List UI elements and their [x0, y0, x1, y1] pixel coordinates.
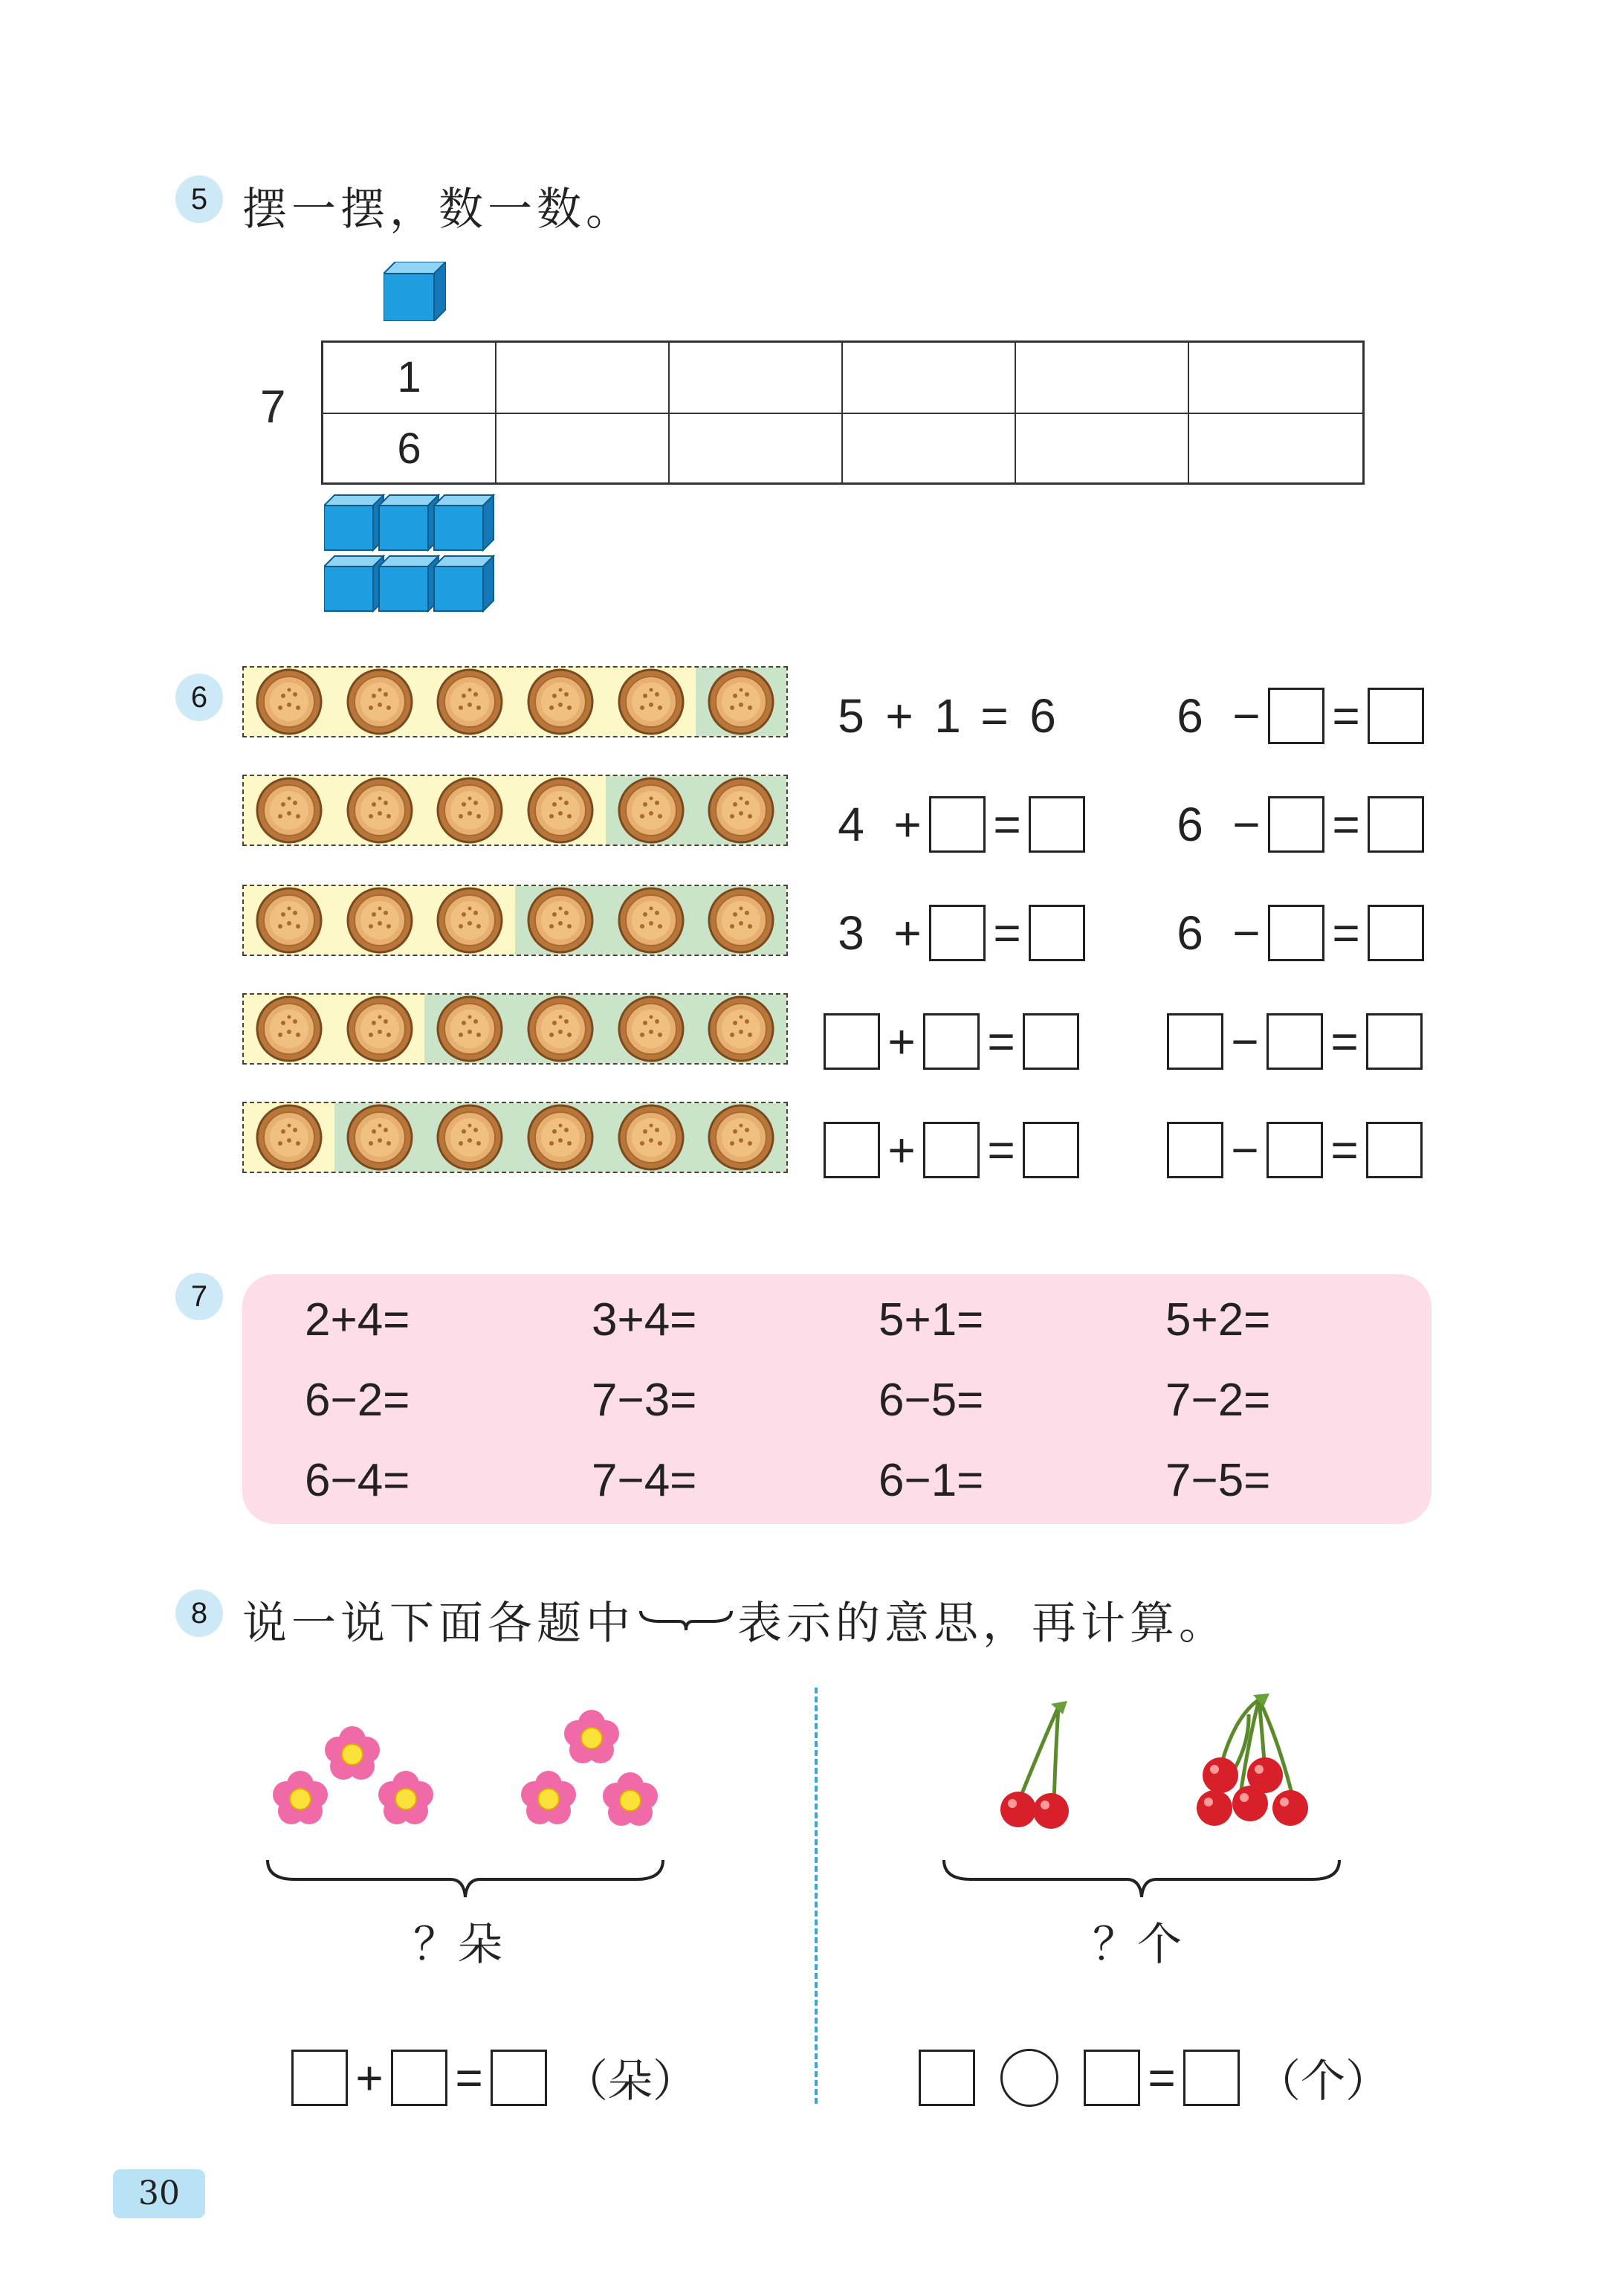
equals-sign: =	[1332, 798, 1360, 851]
left-question-label: ？朵	[413, 1919, 502, 1971]
answer-box[interactable]	[1029, 796, 1085, 853]
question-5-badge: 5	[175, 175, 223, 223]
cookie-icon	[707, 668, 775, 736]
cookie-icon	[617, 668, 685, 736]
practice-problem[interactable]: 5+1=	[879, 1294, 984, 1346]
flowers-icon	[253, 1702, 743, 1851]
practice-problem[interactable]: 7−4=	[592, 1455, 697, 1506]
cookie-icon	[436, 776, 504, 845]
table-cell[interactable]	[1189, 343, 1362, 414]
answer-box[interactable]	[1023, 1122, 1079, 1178]
equals-sign: =	[980, 689, 1009, 743]
unit-label: （朵）	[563, 2056, 697, 2108]
addition-equation-1	[834, 682, 1061, 749]
cookie-cell-yellow	[244, 995, 334, 1063]
unit-label: （个）	[1256, 2056, 1390, 2108]
cookie-icon	[526, 1103, 595, 1172]
cookie-cell-green	[696, 1103, 786, 1172]
cookie-cell-yellow	[424, 776, 515, 845]
equals-sign: =	[1148, 2051, 1176, 2105]
cookie-icon	[346, 776, 414, 845]
answer-box[interactable]	[1368, 688, 1424, 744]
cookie-strip	[242, 1102, 788, 1173]
cookie-cell-yellow	[424, 668, 515, 736]
subtraction-equation	[1173, 900, 1424, 966]
cookie-icon	[255, 668, 323, 736]
title-prefix: 说一说下面各题中	[242, 1598, 635, 1650]
equals-sign: =	[993, 798, 1021, 851]
cookie-cell-yellow	[244, 668, 334, 736]
answer-box[interactable]	[929, 796, 986, 853]
table-cell[interactable]	[670, 343, 843, 414]
subtraction-equation	[1173, 791, 1424, 858]
answer-box[interactable]	[1266, 1122, 1323, 1178]
cookie-icon	[526, 995, 595, 1063]
cookie-cell-yellow	[244, 886, 334, 955]
cookie-icon	[436, 886, 504, 955]
plus-sign: +	[885, 689, 913, 743]
answer-box[interactable]	[1268, 905, 1324, 961]
answer-box[interactable]	[491, 2050, 547, 2106]
minus-sign: −	[1232, 906, 1261, 960]
answer-box[interactable]	[1084, 2050, 1140, 2106]
cookie-cell-yellow	[515, 668, 606, 736]
cookie-icon	[255, 995, 323, 1063]
subtraction-equation	[1167, 1117, 1423, 1184]
answer-box[interactable]	[919, 2050, 975, 2106]
table-cell[interactable]	[1016, 343, 1189, 414]
cookie-cell-yellow	[244, 776, 334, 845]
cookie-icon	[707, 886, 775, 955]
equals-sign: =	[1330, 1015, 1359, 1068]
cookie-icon	[707, 1103, 775, 1172]
table-cell[interactable]	[843, 343, 1016, 414]
table-cell[interactable]	[1016, 414, 1189, 484]
plus-sign: +	[887, 1123, 916, 1177]
addition-equation	[824, 1117, 1079, 1184]
cookie-cell-green	[515, 995, 606, 1063]
minuend: 6	[1177, 906, 1203, 960]
cookie-icon	[707, 776, 775, 845]
minuend: 6	[1177, 689, 1203, 743]
answer-box[interactable]	[1268, 796, 1324, 853]
equals-sign: =	[987, 1015, 1015, 1068]
subtraction-equation	[1173, 682, 1424, 749]
minuend: 6	[1177, 798, 1203, 851]
cookie-cell-yellow	[334, 995, 425, 1063]
decomposition-table	[321, 340, 1365, 485]
cookie-cell-green	[334, 1103, 425, 1172]
answer-box[interactable]	[824, 1013, 880, 1070]
plus-sign: +	[893, 906, 922, 960]
practice-problem[interactable]: 3+4=	[592, 1294, 697, 1346]
cookie-cell-yellow	[334, 668, 425, 736]
cookie-icon	[526, 668, 595, 736]
cookie-icon	[255, 886, 323, 955]
question-8-badge: 8	[175, 1589, 223, 1637]
cookie-icon	[526, 886, 595, 955]
table-cell[interactable]	[1189, 414, 1362, 484]
practice-problem[interactable]: 6−4=	[305, 1455, 410, 1506]
operator-circle[interactable]	[1000, 2049, 1058, 2107]
equals-sign: =	[1330, 1123, 1359, 1177]
equals-sign: =	[1332, 689, 1360, 743]
right-question-label: ？个	[1093, 1919, 1182, 1971]
cookie-icon	[617, 995, 685, 1063]
question-6-badge: 6	[175, 674, 223, 721]
total-number: 7	[260, 381, 286, 433]
equals-sign: =	[987, 1123, 1015, 1177]
cookie-cell-green	[424, 995, 515, 1063]
addition-equation	[824, 1008, 1079, 1075]
practice-problem[interactable]: 7−2=	[1165, 1375, 1271, 1426]
cookie-cell-yellow	[334, 886, 425, 955]
cookie-strip	[242, 885, 788, 956]
cookie-icon	[255, 1103, 323, 1172]
answer-box[interactable]	[1266, 1013, 1323, 1070]
answer-box[interactable]	[929, 905, 986, 961]
right-brace-icon	[941, 1857, 1342, 1902]
answer-box[interactable]	[291, 2050, 348, 2106]
practice-problem[interactable]: 5+2=	[1165, 1294, 1271, 1346]
answer-box[interactable]	[1029, 905, 1085, 961]
cookie-cell-yellow	[334, 776, 425, 845]
cookie-strip	[242, 993, 788, 1065]
addend-a: 5	[838, 689, 864, 743]
minus-sign: −	[1232, 798, 1261, 851]
answer-box[interactable]	[1368, 796, 1424, 853]
cookie-cell-green	[515, 1103, 606, 1172]
answer-box[interactable]	[1366, 1013, 1423, 1070]
minus-sign: −	[1231, 1015, 1259, 1068]
practice-problem[interactable]: 7−5=	[1165, 1455, 1271, 1506]
cookie-cell-yellow	[515, 776, 606, 845]
table-cell[interactable]	[496, 414, 670, 484]
cookie-cell-green	[606, 776, 696, 845]
cookie-cell-green	[696, 886, 786, 955]
cookie-icon	[346, 1103, 414, 1172]
table-cell[interactable]	[496, 343, 670, 414]
cookie-icon	[346, 668, 414, 736]
cherries-icon	[959, 1688, 1345, 1836]
addition-equation	[834, 900, 1085, 966]
cookie-icon	[526, 776, 595, 845]
answer-box[interactable]	[923, 1122, 980, 1178]
practice-problem[interactable]: 6−2=	[305, 1375, 410, 1426]
cookie-icon	[436, 995, 504, 1063]
equals-sign: =	[993, 906, 1021, 960]
cookie-strip	[242, 666, 788, 737]
brace-symbol-icon	[638, 1605, 734, 1635]
cookie-icon	[255, 776, 323, 845]
cookie-cell-yellow	[606, 668, 696, 736]
sum: 6	[1029, 689, 1056, 743]
answer-box[interactable]	[1023, 1013, 1079, 1070]
table-cell[interactable]	[670, 414, 843, 484]
answer-box[interactable]	[1167, 1013, 1223, 1070]
plus-sign: +	[893, 798, 922, 851]
cookie-icon	[617, 886, 685, 955]
practice-problem[interactable]: 6−1=	[879, 1455, 984, 1506]
cookie-strip	[242, 775, 788, 846]
answer-box[interactable]	[1368, 905, 1424, 961]
cookie-cell-green	[424, 1103, 515, 1172]
addend-a: 3	[838, 906, 864, 960]
question-8-title	[242, 1588, 1228, 1652]
cookie-cell-green	[606, 995, 696, 1063]
left-brace-icon	[265, 1857, 666, 1902]
answer-box[interactable]	[1167, 1122, 1223, 1178]
subtraction-equation	[1167, 1008, 1423, 1075]
cookie-icon	[436, 668, 504, 736]
cookie-icon	[617, 1103, 685, 1172]
cookie-cell-green	[696, 668, 786, 736]
plus-sign: +	[887, 1015, 916, 1068]
answer-box[interactable]	[1268, 688, 1324, 744]
practice-problem[interactable]: 6−5=	[879, 1375, 984, 1426]
answer-box[interactable]	[824, 1122, 880, 1178]
title-suffix: 表示的意思，再计算。	[737, 1598, 1228, 1650]
equals-sign: =	[455, 2051, 483, 2105]
cookie-icon	[707, 995, 775, 1063]
cookie-icon	[436, 1103, 504, 1172]
section-divider	[815, 1688, 818, 2104]
question-7-badge: 7	[175, 1273, 223, 1320]
question-5-title: 摆一摆，数一数。	[242, 184, 635, 236]
practice-problem[interactable]: 7−3=	[592, 1375, 697, 1426]
cookie-icon	[617, 776, 685, 845]
minus-sign: −	[1232, 689, 1261, 743]
plus-sign: +	[355, 2051, 384, 2105]
answer-box[interactable]	[1183, 2050, 1240, 2106]
table-cell[interactable]: 6	[323, 414, 496, 484]
answer-box[interactable]	[923, 1013, 980, 1070]
cherry-equation	[919, 2044, 1390, 2111]
cookie-cell-green	[606, 1103, 696, 1172]
cookie-icon	[346, 995, 414, 1063]
cookie-cell-green	[606, 886, 696, 955]
addend-a: 4	[838, 798, 864, 851]
page-number: 30	[113, 2169, 205, 2218]
table-cell[interactable]	[843, 414, 1016, 484]
equals-sign: =	[1332, 906, 1360, 960]
answer-box[interactable]	[1366, 1122, 1423, 1178]
cookie-cell-green	[515, 886, 606, 955]
cookie-cell-yellow	[424, 886, 515, 955]
cookie-cell-green	[696, 995, 786, 1063]
minus-sign: −	[1231, 1123, 1259, 1177]
single-cube-icon	[384, 262, 446, 321]
answer-box[interactable]	[391, 2050, 447, 2106]
addition-equation	[834, 791, 1085, 858]
addend-b: 1	[934, 689, 961, 743]
flower-equation	[291, 2044, 697, 2111]
table-cell[interactable]: 1	[323, 343, 496, 414]
six-cubes-icon	[324, 494, 499, 614]
cookie-icon	[346, 886, 414, 955]
cookie-cell-green	[696, 776, 786, 845]
cookie-cell-yellow	[244, 1103, 334, 1172]
practice-problem[interactable]: 2+4=	[305, 1294, 410, 1346]
